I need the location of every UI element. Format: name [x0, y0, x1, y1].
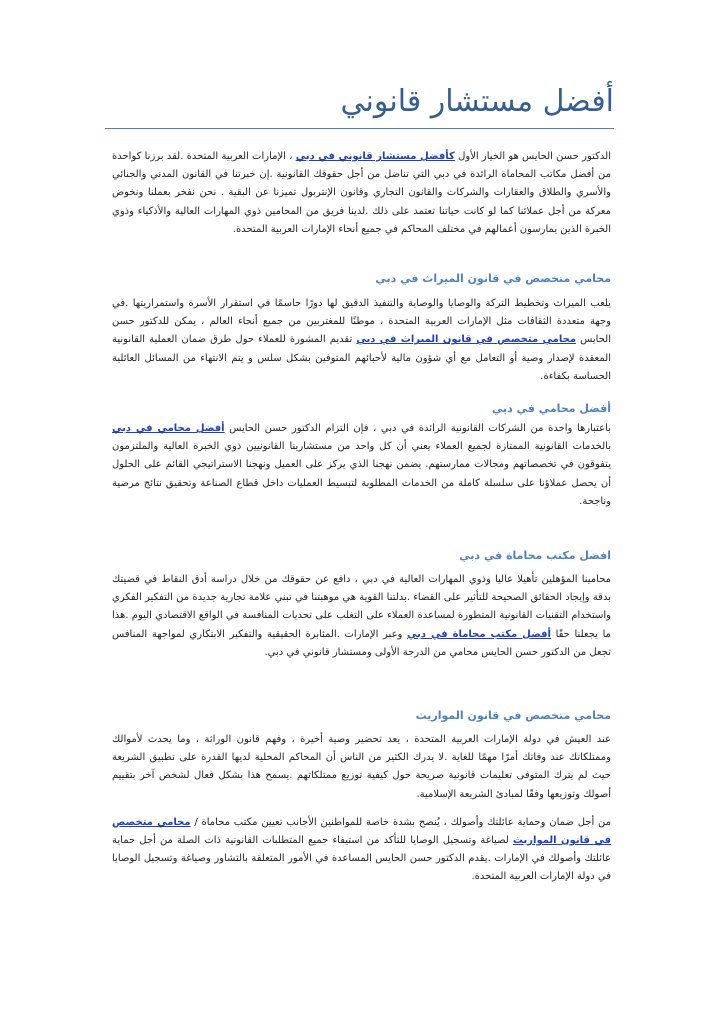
inheritance-text-start: يلعب الميراث وتخطيط التركة والوصايا والوصاية والتنفيذ الدقيق لها دورًا حاسمًا في استقرار الأسرة واستمراريتها .في وجهة متعددة الثقافات مثل الإمارات العربية المتحدة ، موطنًا للمغتربين من جميع أنحاء العالم ، يمكن للدكتور حسن الحايس	[112, 298, 611, 346]
intro-section	[112, 148, 611, 239]
inheritance-lawyer-paragraph	[112, 295, 611, 386]
estate-law-paragraph-1: عند العيش في دولة الإمارات العربية المتحدة ، يعد تحضير وصية أخيرة ، وفهم قانون الوراثة ، وما يحدث لأموالك وممتلكاتك عند وفاتك أمرًا مهمًا للغاية .لا يدرك الكثير من الناس أن المحاكم المحلية لديها القدرة على تطبيق الشريعة حيث لم يترك المتوفى تعليمات قانونية صريحة حول كيفية توزيع ممتلكاتهم .يسمح هذا بشكل فعال لشخص آخر بتقييم أصولك وتوزيعها وفقًا لمبادئ الشريعة الإسلامية.	[112, 734, 611, 800]
section-heading-best-lawyer: أفضل محامي في دبي	[491, 402, 611, 415]
inheritance-lawyer-section	[112, 270, 611, 386]
inheritance-text-end: تقديم المشورة للعملاء حول طرق ضمان العملية القانونية المعقدة لإصدار وصية أو التعامل مع أي شؤون مالية لأحبائهم المتوفين بشكل سلس و يتم الانتهاء من المسائل العائلية الحساسة بكفاءة.	[112, 334, 611, 382]
best-lawyer-section	[112, 400, 611, 511]
estate-text-start: من أجل ضمان وحماية عائلتك وأصولك ، يُنصح بشدة خاصة للمواطنين الأجانب تعيين مكتب محاماة /	[190, 816, 612, 828]
best-legal-consultant-link[interactable]: كأفضل مستشار قانوني في دبي	[295, 151, 455, 162]
title-divider	[105, 128, 614, 129]
estate-law-section	[112, 707, 611, 887]
best-lawyer-paragraph	[112, 420, 611, 511]
best-law-firm-link[interactable]: أفضل مكتب محاماة في دبي	[407, 628, 551, 640]
intro-text-end: ، الإمارات العربية المتحدة .لقد برزنا كواحدة من أفضل مكاتب المحاماة الرائدة في دبي التي تناضل من أجل حقوقك القانونية .إن خبرتنا في القانون المدني والجنائي والأسري والطلاق والعقارات والشركات والقانون التجاري وقانون الإنتربول تميزنا عن البقية . نحن نفخر بعملنا ونخوض معركة من أجل عملائنا كما لو كانت حياتنا تعتمد على ذلك .لدينا فريق من المحامين ذوي المهارات العالية والأذكياء وذوي الخبرة الذين يمارسون أعمالهم في مختلف المحاكم في جميع أنحاء الإمارات العربية المتحدة.	[112, 151, 611, 235]
estate-text-end: لصياغة وتسجيل الوصايا للتأكد من استيفاء جميع المتطلبات القانونية ذات الصلة من أجل حماية عائلتك وأصولك في الإمارات .يقدم الدكتور حسن الحايس المساعدة في الأمور المتعلقة بالتشاور وصياغة وتسجيل الوصايا في دولة الإمارات العربية المتحدة.	[112, 835, 611, 883]
best-law-firm-paragraph	[112, 571, 611, 662]
page-title: أفضل مستشار قانوني	[340, 84, 614, 119]
best-lawyer-text-end: بالخدمات القانونية الممتازة لجميع العملاء يعني أن كل واحد من مستشارينا القانونيين ذوي الخبرة العالية والملتزمون يتفوقون في تخصصاتهم ومجالات ممارستهم. يضمن نهجنا الذي يركز على العميل ونهجنا الاستراتيجي القائم على الحلول أن يحصل عملاؤنا على سلسلة كاملة من الخدمات المطلوبة لتبسيط العمليات داخل قطاع الصناعة وتحقيق نتائج مرضية وناجحة.	[112, 441, 611, 507]
section-heading-best-law-firm: افضل مكتب محاماة في دبي	[459, 549, 611, 562]
law-firm-text-start: محامينا المؤهلين تأهيلا عاليا وذوي المهارات العالية في دبي ، دافع عن حقوقك من خلال دراسة أدق النقاط في قضيتك بدقة وإيجاد الحقائق الصحيحة للتأثير على القضاء .بدلتنا القوية هي موهبتنا في تبني علامة تجارية جديدة من التفكير الفكري واستخدام التقنيات القانونية المتطورة لمساعدة العملاء على التغلب على تحديات المنافسة في الواقع الاقتصادي اليوم .هذا ما يجعلنا حقًا	[112, 574, 611, 640]
section-heading-inheritance-lawyer: محامي متخصص في قانون الميراث في دبي	[375, 272, 611, 285]
best-law-firm-section	[112, 547, 611, 662]
estate-law-paragraph-2	[112, 814, 611, 887]
best-lawyer-link[interactable]: أفضل محامي في دبي	[112, 423, 225, 434]
law-firm-text-end: وعبر الإمارات .المثابرة الحقيقية والتفكير الابتكاري لمواجهة المنافس تجعل من الدكتور حسن الحايس محامي من الدرجة الأولى ومستشار قانوني في دبي.	[112, 628, 611, 658]
intro-text-start: الدكتور حسن الحايس هو الخيار الأول	[454, 151, 611, 162]
intro-paragraph	[112, 148, 611, 239]
estate-law-lawyer-link[interactable]: محامي متخصص في قانون المواريث	[112, 816, 611, 847]
section-heading-estate-law: محامي متخصص في قانون المواريث	[415, 709, 611, 722]
inheritance-lawyer-link[interactable]: محامي متخصص في قانون الميراث في دبي	[356, 334, 577, 346]
best-lawyer-text-start: باعتبارها واحدة من الشركات القانونية الرائدة في دبي ، فإن التزام الدكتور حسن الحايس	[224, 423, 611, 434]
